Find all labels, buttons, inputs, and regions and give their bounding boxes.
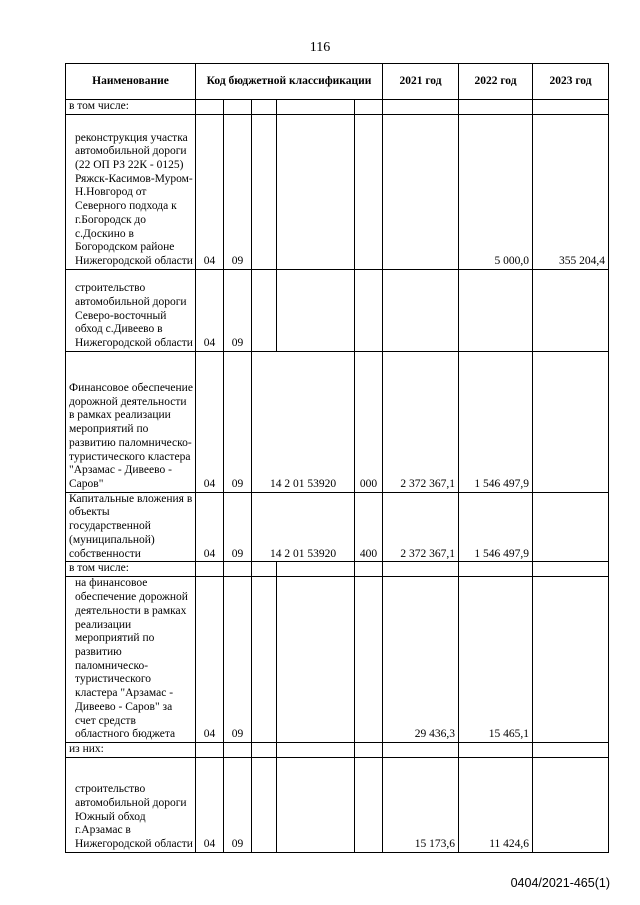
table-row — [66, 100, 609, 115]
value-2023 — [533, 742, 609, 757]
code-subsection: 09 — [224, 269, 252, 351]
table-header-row — [66, 64, 609, 100]
code-section: 04 — [196, 576, 224, 742]
row-name: строительство автомобильной дороги Южный обход г.Арзамас в Нижегородской области — [66, 757, 196, 852]
value-2021 — [383, 114, 459, 269]
code-expense-type — [355, 742, 383, 757]
value-2021 — [383, 100, 459, 115]
code-extra — [252, 100, 277, 115]
value-2021 — [383, 742, 459, 757]
code-expense-type — [355, 114, 383, 269]
code-subsection — [224, 100, 252, 115]
code-extra — [252, 742, 277, 757]
row-name: в том числе: — [66, 100, 196, 115]
budget-table — [65, 63, 609, 853]
table-row — [66, 742, 609, 757]
code-subsection — [224, 562, 252, 577]
row-name: Финансовое обеспечение дорожной деятельности в рамках реализации мероприятий по развитию паломническо-туристического кластера "Арзамас - Дивеево - Саров" — [66, 351, 196, 492]
value-2022: 1 546 497,9 — [459, 351, 533, 492]
code-expense-type — [355, 562, 383, 577]
table-row — [66, 757, 609, 852]
value-2023 — [533, 576, 609, 742]
code-expense-type — [355, 576, 383, 742]
code-target: 14 2 01 53920 — [252, 351, 355, 492]
header-2023: 2023 год — [533, 64, 609, 100]
table-row — [66, 269, 609, 351]
value-2023 — [533, 757, 609, 852]
value-2022 — [459, 562, 533, 577]
code-section — [196, 562, 224, 577]
value-2023 — [533, 351, 609, 492]
code-target — [277, 742, 355, 757]
value-2022: 15 465,1 — [459, 576, 533, 742]
value-2023 — [533, 562, 609, 577]
code-extra — [252, 757, 277, 852]
code-section: 04 — [196, 492, 224, 562]
value-2023: 355 204,4 — [533, 114, 609, 269]
code-expense-type: 400 — [355, 492, 383, 562]
code-extra — [252, 576, 277, 742]
code-target: 14 2 01 53920 — [252, 492, 355, 562]
value-2021 — [383, 562, 459, 577]
header-2022: 2022 год — [459, 64, 533, 100]
code-section: 04 — [196, 757, 224, 852]
value-2022 — [459, 269, 533, 351]
code-target — [277, 562, 355, 577]
row-name: реконструкция участка автомобильной дороги (22 ОП РЗ 22К - 0125) Ряжск-Касимов-Муром-Н.Новгород от Северного подхода к г.Богородск до с.Доскино в Богородском районе Нижегородской области — [66, 114, 196, 269]
value-2022 — [459, 100, 533, 115]
table-row — [66, 562, 609, 577]
code-section: 04 — [196, 269, 224, 351]
value-2022: 11 424,6 — [459, 757, 533, 852]
row-name: Капитальные вложения в объекты государственной (муниципальной) собственности — [66, 492, 196, 562]
value-2022: 5 000,0 — [459, 114, 533, 269]
code-subsection: 09 — [224, 351, 252, 492]
value-2021: 15 173,6 — [383, 757, 459, 852]
code-section: 04 — [196, 114, 224, 269]
value-2022 — [459, 742, 533, 757]
value-2023 — [533, 492, 609, 562]
value-2021: 2 372 367,1 — [383, 351, 459, 492]
row-name: в том числе: — [66, 562, 196, 577]
code-section: 04 — [196, 351, 224, 492]
code-section — [196, 742, 224, 757]
row-name: на финансовое обеспечение дорожной деятельности в рамках реализации мероприятий по развитию паломническо-туристического кластера "Арзамас - Дивеево - Саров" за счет средств областного бюджета — [66, 576, 196, 742]
code-section — [196, 100, 224, 115]
header-2021: 2021 год — [383, 64, 459, 100]
code-target — [277, 757, 355, 852]
code-subsection: 09 — [224, 492, 252, 562]
code-expense-type — [355, 100, 383, 115]
value-2023 — [533, 269, 609, 351]
header-code: Код бюджетной классификации — [196, 64, 383, 100]
table-row — [66, 351, 609, 492]
value-2023 — [533, 100, 609, 115]
code-extra — [252, 269, 277, 351]
code-expense-type: 000 — [355, 351, 383, 492]
code-subsection: 09 — [224, 114, 252, 269]
code-subsection — [224, 742, 252, 757]
table-row — [66, 492, 609, 562]
code-extra — [252, 562, 277, 577]
value-2021: 2 372 367,1 — [383, 492, 459, 562]
code-subsection: 09 — [224, 757, 252, 852]
code-target — [277, 114, 355, 269]
row-name: из них: — [66, 742, 196, 757]
table-row — [66, 114, 609, 269]
row-name: строительство автомобильной дороги Северо-восточный обход с.Дивеево в Нижегородской области — [66, 269, 196, 351]
table-row — [66, 576, 609, 742]
value-2021 — [383, 269, 459, 351]
document-code: 0404/2021-465(1) — [510, 876, 610, 890]
code-target — [277, 269, 355, 351]
header-name: Наименование — [66, 64, 196, 100]
value-2021: 29 436,3 — [383, 576, 459, 742]
code-target — [277, 100, 355, 115]
code-target — [277, 576, 355, 742]
code-expense-type — [355, 757, 383, 852]
code-expense-type — [355, 269, 383, 351]
code-subsection: 09 — [224, 576, 252, 742]
value-2022: 1 546 497,9 — [459, 492, 533, 562]
page-number: 116 — [309, 40, 331, 55]
code-extra — [252, 114, 277, 269]
